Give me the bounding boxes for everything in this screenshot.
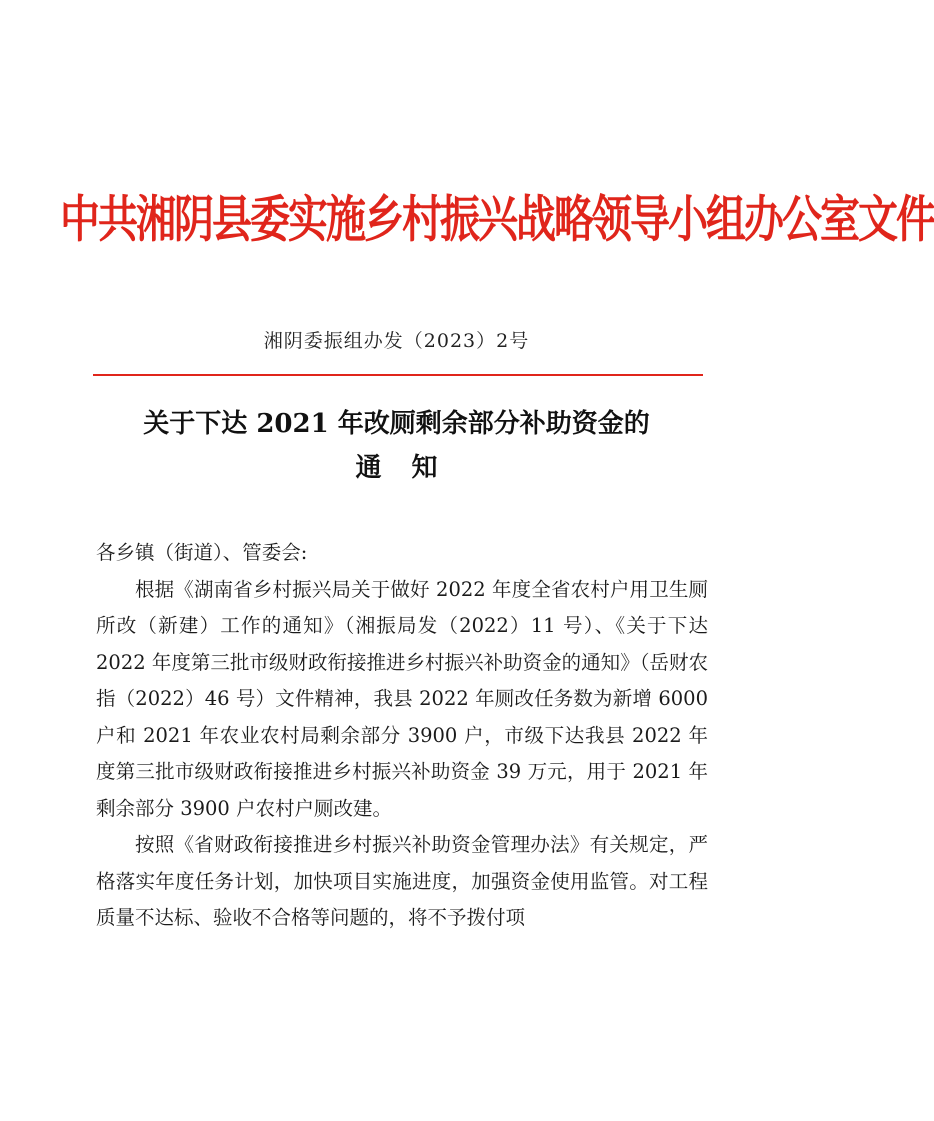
title-line-1: 关于下达 2021 年改厕剩余部分补助资金的 [143, 409, 650, 439]
red-divider-line [93, 374, 703, 376]
document-title [60, 402, 733, 490]
document-body [96, 535, 708, 937]
document-number: 湘阴委振组办发（2023）2号 [263, 330, 530, 352]
issuer-header: 中共湘阴县委实施乡村振兴战略领导小组办公室文件 [60, 190, 934, 249]
addressee: 各乡镇（街道）、管委会: [96, 541, 308, 564]
body-paragraph-2: 按照《省财政衔接推进乡村振兴补助资金管理办法》有关规定，严格落实年度任务计划，加快项目实施进度，加强资金使用监管。对工程质量不达标、验收不合格等问题的，将不予拨付项 [96, 833, 708, 929]
title-line-2: 通知 [355, 453, 468, 483]
body-paragraph-1: 根据《湖南省乡村振兴局关于做好 2022 年度全省农村户用卫生厕所改（新建）工作的通知》（湘振局发（2022）11 号）、《关于下达 2022 年度第三批市级财政衔接推进乡村振兴补助资金的通知》（岳财农指（2022）46 号）文件精神，我县 2022 年厕改任务数为新增 6000 户和 2021 年农业农村局剩余部分 3900 户，市级下达我县 2022 年度第三批市级财政衔接推进乡村振兴补助资金 39 万元，用于 2021 年剩余部分 3900 户农村户厕改建。 [96, 577, 708, 820]
